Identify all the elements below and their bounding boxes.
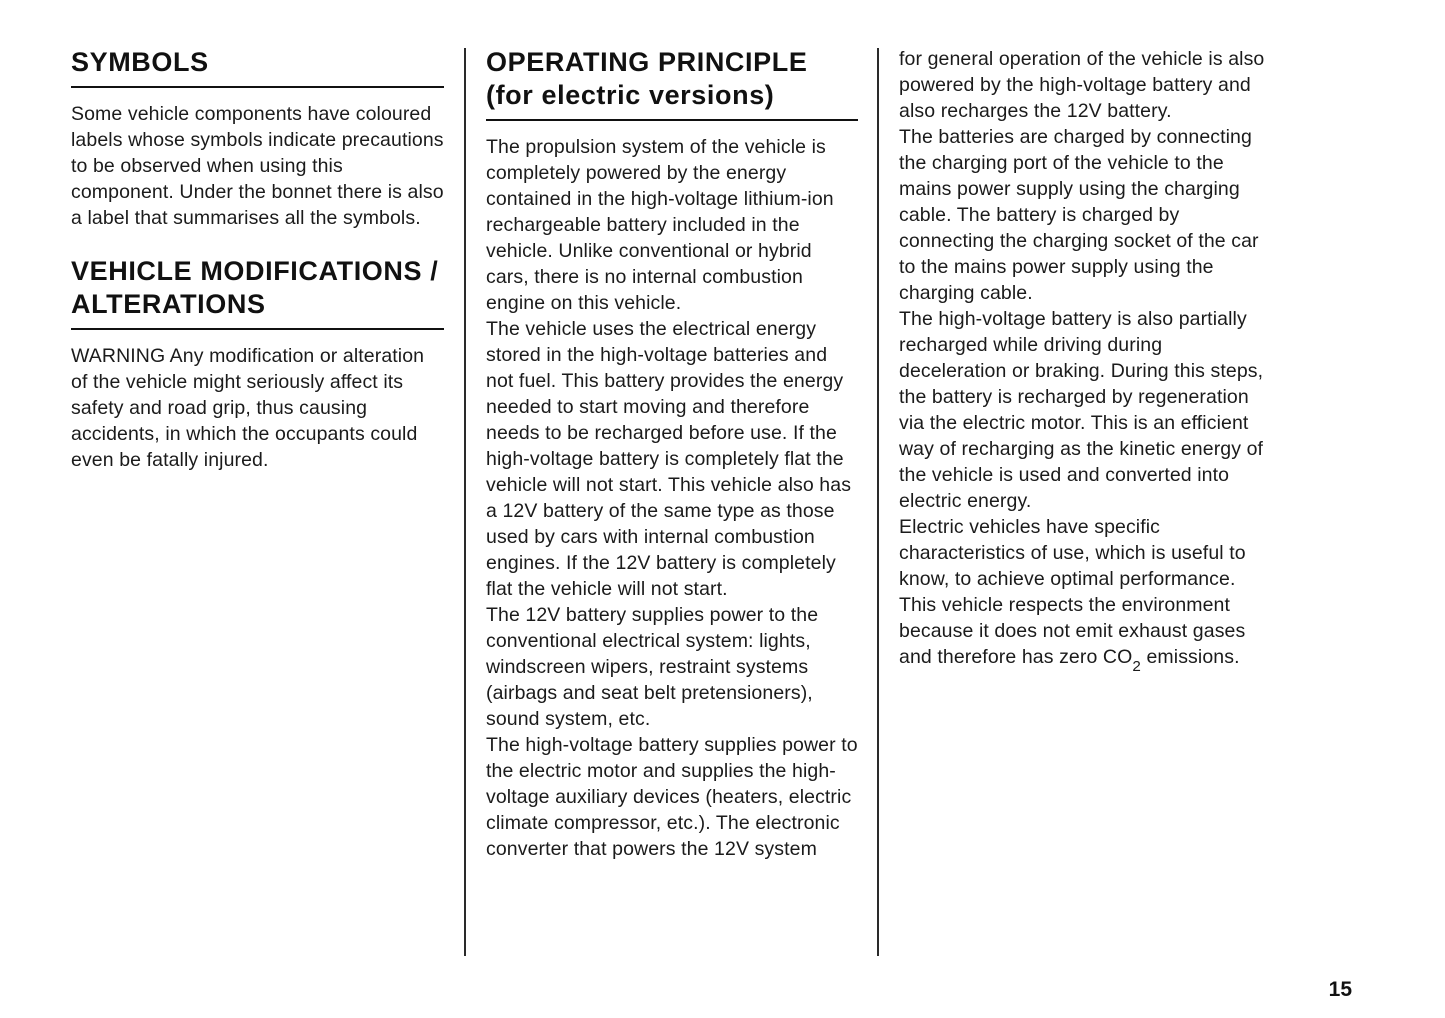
body-paragraph: Electric vehicles have specific characteristics of use, which is useful to know, to achieve optimal performance. (899, 516, 1246, 590)
vehicle-modifications-heading: VEHICLE MODIFICATIONS / ALTERATIONS (71, 255, 444, 330)
operating-principle-heading: OPERATING PRINCIPLE (for electric versions) (486, 46, 858, 121)
column-divider (464, 48, 466, 956)
co2-subscript: 2 (1132, 657, 1141, 675)
warning-paragraph: WARNING Any modification or alteration of the vehicle might seriously affect its safety and road grip, thus causing accidents, in which the occupants could even be fatally injured. (71, 345, 425, 471)
column-divider (877, 48, 879, 956)
page-number: 15 (1328, 978, 1352, 1001)
column-left (71, 46, 444, 473)
body-paragraph: The propulsion system of the vehicle is completely powered by the energy contained in the high-voltage lithium-ion rechargeable battery included in the vehicle. Unlike conventional or hybrid cars, there is no internal combustion engine on this vehicle. (486, 136, 834, 314)
body-paragraph: The batteries are charged by connecting the charging port of the vehicle to the mains power supply using the charging cable. The battery is charged by connecting the charging socket of the car to the mains power supply using the charging cable. (899, 126, 1259, 304)
body-paragraph: The 12V battery supplies power to the conventional electrical system: lights, windscreen wipers, restraint systems (airbags and seat belt pretensioners), sound system, etc. (486, 604, 819, 730)
body-paragraph: The high-voltage battery is also partially recharged while driving during deceleration or braking. During this steps, the battery is recharged by regeneration via the electric motor. This is an efficient way of recharging as the kinetic energy of the vehicle is used and converted into electric energy. (899, 308, 1264, 512)
symbols-paragraph: Some vehicle components have coloured labels whose symbols indicate precautions to be observed when using this component. Under the bonnet there is also a label that summarises all the symbols. (71, 103, 444, 229)
body-paragraph: The high-voltage battery supplies power to the electric motor and supplies the high-voltage auxiliary devices (heaters, electric climate compressor, etc.). The electronic converter that powers the 12V system (486, 734, 858, 860)
body-paragraph: The vehicle uses the electrical energy stored in the high-voltage batteries and not fuel. This battery provides the energy needed to start moving and therefore needs to be recharged before use. If the high-voltage battery is completely flat the vehicle will not start. This vehicle also has a 12V battery of the same type as those used by cars with internal combustion engines. If the 12V battery is completely flat the vehicle will not start. (486, 318, 852, 600)
body-paragraph-co2 (899, 592, 1272, 675)
body-paragraph: for general operation of the vehicle is also powered by the high-voltage battery and also recharges the 12V battery. (899, 48, 1265, 122)
co2-text-suffix: emissions. (1140, 646, 1240, 668)
co2-text-prefix: This vehicle respects the environment because it does not emit exhaust gases and therefore has zero CO (899, 594, 1246, 668)
column-middle (486, 46, 858, 862)
column-right (899, 46, 1272, 675)
symbols-heading: SYMBOLS (71, 46, 444, 88)
